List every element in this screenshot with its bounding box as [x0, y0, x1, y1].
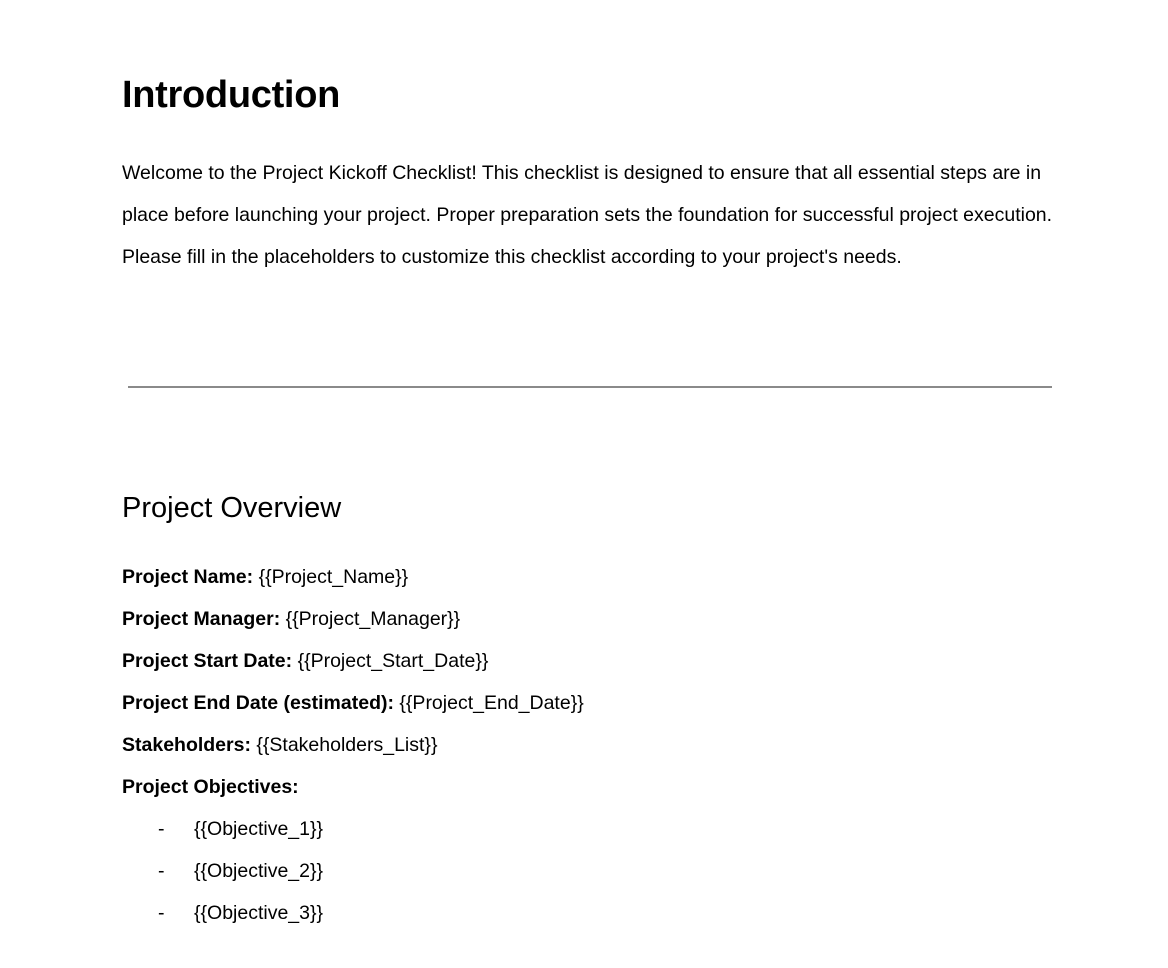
horizontal-divider: [128, 386, 1052, 388]
objectives-list: [122, 808, 323, 934]
objective-text: {{Objective_3}}: [194, 902, 324, 924]
list-item: [122, 892, 323, 934]
field-label: Project Objectives:: [122, 776, 299, 798]
field-project-name: [122, 556, 584, 598]
field-label: Project Manager:: [122, 608, 281, 630]
field-value: {{Project_Name}}: [258, 566, 409, 588]
introduction-heading: Introduction: [122, 74, 341, 116]
project-overview-heading: Project Overview: [122, 492, 342, 524]
field-stakeholders: [122, 724, 584, 766]
objective-text: {{Objective_2}}: [194, 860, 324, 882]
field-end-date: [122, 682, 584, 724]
field-label: Project Name:: [122, 566, 254, 588]
dash-bullet-icon: -: [158, 860, 165, 882]
field-start-date: [122, 640, 584, 682]
field-value: {{Project_End_Date}}: [399, 692, 584, 714]
field-value: {{Stakeholders_List}}: [256, 734, 438, 756]
list-item: [122, 850, 323, 892]
list-item: [122, 808, 323, 850]
field-label: Stakeholders:: [122, 734, 251, 756]
field-project-manager: [122, 598, 584, 640]
field-objectives: [122, 766, 584, 808]
objective-text: {{Objective_1}}: [194, 818, 324, 840]
field-value: {{Project_Start_Date}}: [297, 650, 489, 672]
field-label: Project Start Date:: [122, 650, 293, 672]
project-fields: [122, 556, 584, 808]
field-value: {{Project_Manager}}: [285, 608, 461, 630]
dash-bullet-icon: -: [158, 902, 165, 924]
field-label: Project End Date (estimated):: [122, 692, 394, 714]
introduction-paragraph: Welcome to the Project Kickoff Checklist! This checklist is designed to ensure that all essential steps are in place before launching your project. Proper preparation sets the foundation for successful project execution. Please fill in the placeholders to customize this checklist according to your project's needs.: [122, 162, 1053, 268]
dash-bullet-icon: -: [158, 818, 165, 840]
